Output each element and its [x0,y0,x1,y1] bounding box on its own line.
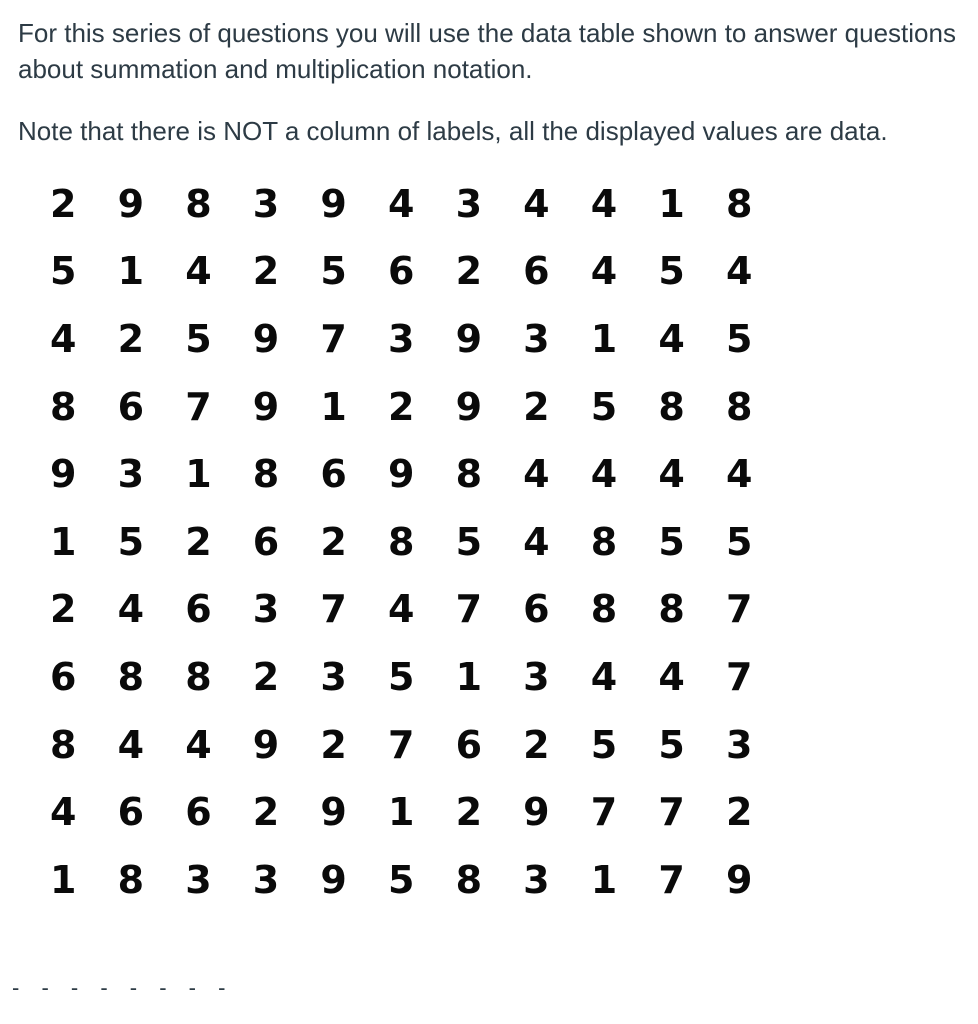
table-cell: 1 [185,452,212,497]
table-cell: 6 [185,790,212,835]
table-cell: 8 [725,181,753,226]
table-cell: 9 [252,722,280,767]
table-cell: 7 [725,587,753,632]
table-cell: 5 [185,316,212,361]
table-cell: 5 [387,654,415,699]
table-cell: 2 [252,654,280,699]
table-cell: 9 [117,181,145,226]
table-cell: 5 [387,857,415,902]
table-cell: 1 [590,316,618,361]
table-cell: 8 [50,722,77,767]
table-cell: 7 [658,857,685,902]
table-cell: 2 [50,181,77,226]
table-cell: 3 [455,181,483,226]
table-cell: 6 [117,384,145,429]
table-row [46,305,790,373]
table-cell: 6 [320,452,347,497]
table-row [46,373,790,441]
table-cell: 4 [658,452,685,497]
table-cell: 4 [117,722,145,767]
table-cell: 7 [320,316,347,361]
answer-placeholder-dashes: - - - - - - - - [12,975,234,1000]
table-row [46,576,790,644]
table-cell: 5 [658,519,685,564]
table-cell: 1 [658,181,685,226]
table-cell: 2 [50,587,77,632]
table-cell: 5 [117,519,145,564]
data-table [46,170,790,914]
table-cell: 2 [185,519,212,564]
table-cell: 8 [185,654,212,699]
table-cell: 3 [725,722,753,767]
table-cell: 3 [320,654,347,699]
table-cell: 2 [387,384,415,429]
table-row [46,238,790,306]
table-cell: 8 [658,384,685,429]
table-cell: 8 [50,384,77,429]
table-cell: 3 [523,654,550,699]
table-cell: 9 [320,790,347,835]
table-cell: 8 [117,654,145,699]
table-cell: 6 [455,722,483,767]
table-cell: 6 [523,249,550,294]
table-cell: 8 [117,857,145,902]
table-cell: 4 [117,587,145,632]
table-cell: 4 [658,316,685,361]
data-table-body [46,170,790,914]
table-cell: 9 [455,316,483,361]
table-row [46,711,790,779]
table-cell: 4 [50,316,77,361]
table-cell: 7 [590,790,618,835]
table-cell: 4 [590,181,618,226]
table-cell: 5 [725,316,753,361]
table-cell: 2 [252,790,280,835]
table-cell: 4 [523,519,550,564]
table-cell: 1 [50,857,77,902]
table-cell: 1 [50,519,77,564]
table-row [46,508,790,576]
table-cell: 4 [590,249,618,294]
table-cell: 3 [387,316,415,361]
table-cell: 3 [252,857,280,902]
table-cell: 8 [590,587,618,632]
table-cell: 5 [590,722,618,767]
table-cell: 7 [455,587,483,632]
table-cell: 8 [658,587,685,632]
table-cell: 7 [725,654,753,699]
table-cell: 9 [387,452,415,497]
table-cell: 4 [387,587,415,632]
table-cell: 4 [185,249,212,294]
table-cell: 4 [658,654,685,699]
table-cell: 8 [252,452,280,497]
table-cell: 7 [320,587,347,632]
table-cell: 4 [590,654,618,699]
table-cell: 2 [523,384,550,429]
table-cell: 5 [590,384,618,429]
table-cell: 3 [252,587,280,632]
table-cell: 3 [117,452,145,497]
table-cell: 2 [117,316,145,361]
table-row [46,846,790,914]
table-cell: 5 [50,249,77,294]
table-cell: 3 [185,857,212,902]
table-cell: 3 [523,857,550,902]
table-cell: 6 [50,654,77,699]
table-cell: 9 [725,857,753,902]
table-cell: 4 [725,452,753,497]
table-cell: 4 [590,452,618,497]
table-row [46,778,790,846]
table-cell: 9 [320,857,347,902]
table-cell: 8 [455,452,483,497]
table-cell: 9 [320,181,347,226]
table-cell: 9 [455,384,483,429]
table-cell: 4 [50,790,77,835]
table-cell: 5 [320,249,347,294]
instructions-text: For this series of questions you will use the data table shown to answer questions about summation and multiplication notation. [18,18,956,84]
table-cell: 8 [590,519,618,564]
table-cell: 8 [185,181,212,226]
table-cell: 1 [320,384,347,429]
table-cell: 1 [117,249,145,294]
table-cell: 8 [455,857,483,902]
note-text: Note that there is NOT a column of labels, all the displayed values are data. [18,116,888,146]
table-cell: 2 [252,249,280,294]
table-cell: 4 [185,722,212,767]
table-cell: 6 [252,519,280,564]
table-cell: 6 [117,790,145,835]
table-cell: 2 [523,722,550,767]
table-cell: 2 [320,722,347,767]
table-cell: 4 [725,249,753,294]
table-row [46,170,790,238]
table-cell: 6 [387,249,415,294]
table-cell: 5 [725,519,753,564]
table-cell: 5 [658,722,685,767]
table-cell: 7 [658,790,685,835]
table-cell: 9 [523,790,550,835]
table-cell: 6 [523,587,550,632]
table-cell: 5 [455,519,483,564]
table-cell: 1 [387,790,415,835]
table-cell: 9 [50,452,77,497]
table-cell: 2 [725,790,753,835]
table-cell: 8 [387,519,415,564]
table-cell: 5 [658,249,685,294]
table-cell: 1 [455,654,483,699]
table-cell: 2 [455,249,483,294]
table-cell: 9 [252,316,280,361]
table-cell: 1 [590,857,618,902]
table-cell: 8 [725,384,753,429]
table-cell: 4 [523,452,550,497]
table-cell: 2 [320,519,347,564]
table-cell: 2 [455,790,483,835]
table-cell: 9 [252,384,280,429]
table-cell: 3 [252,181,280,226]
table-cell: 7 [387,722,415,767]
table-cell: 4 [387,181,415,226]
table-row [46,440,790,508]
table-cell: 6 [185,587,212,632]
table-cell: 7 [185,384,212,429]
table-row [46,643,790,711]
table-cell: 3 [523,316,550,361]
table-cell: 4 [523,181,550,226]
